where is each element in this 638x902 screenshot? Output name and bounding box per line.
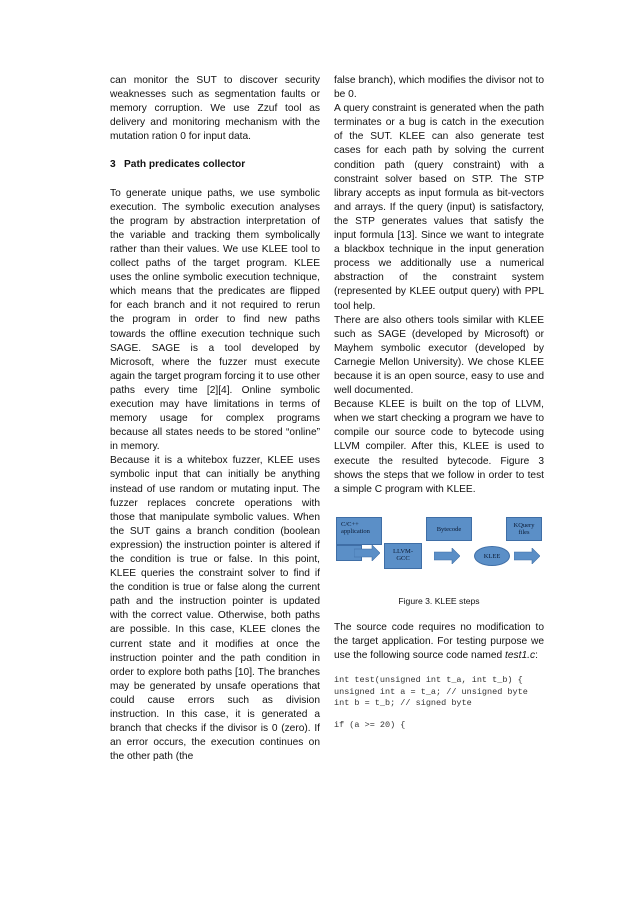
code-listing bbox=[334, 675, 544, 732]
llvm-gcc-box bbox=[384, 543, 422, 569]
right-column bbox=[334, 74, 544, 732]
left-column bbox=[110, 74, 320, 764]
cpp-application-label-line1: C/C++ bbox=[341, 520, 359, 528]
right-paragraph-5-end: : bbox=[535, 650, 538, 661]
llvm-gcc-label-line2: GCC bbox=[396, 555, 410, 563]
bytecode-box bbox=[426, 517, 472, 541]
right-paragraph-3: There are also others tools similar with KLEE such as SAGE (developed by Microsoft) or Mayhem symbolic executor (developed by Carnegie Mellon University). We chose KLEE because it is an open source, easy to use and well documented. bbox=[334, 314, 544, 397]
left-paragraph-1: can monitor the SUT to discover security weaknesses such as segmentation faults or memory corruption. We use Zzuf tool as delivery and monitoring mechanism with the mutation ration 0 for input data. bbox=[110, 75, 320, 143]
code-blank-line bbox=[334, 709, 544, 720]
right-paragraph-2: A query constraint is generated when the path terminates or a bug is catch in the execution of the SUT. KLEE can also generate test cases for each path by solving the current condition path (query constraint) with a constraint solver based on STP. The STP library accepts as input formula as bit-vectors and arrays. If the query (input) is satisfactory, the STP generates values that satisfy the input formula [13]. Since we want to integrate a blackbox technique in the input generation process we additionally use a numerical abstraction of the constraint system (represented by KLEE output query) with PPL tool help. bbox=[334, 103, 544, 312]
section-title: Path predicates collector bbox=[124, 159, 246, 171]
kquery-label-line1: KQuery bbox=[513, 521, 535, 529]
arrow-right-icon bbox=[434, 548, 460, 564]
kquery-label-line2: files bbox=[518, 529, 530, 537]
llvm-gcc-label-line1: LLVM- bbox=[393, 547, 413, 555]
klee-box bbox=[474, 546, 510, 566]
left-paragraph-2: To generate unique paths, we use symbolic execution. The symbolic execution analyses the program by abstraction interpretation of the variable and tracking them symbolically rather than their values. We use KLEE tool to collect paths of the target program. KLEE uses the online symbolic execution technique, which means that the predicates are flipped for each branch and it not required to rerun the program in order to find new paths towards the offline execution technique such SAGE. SAGE is a tool developed by Microsoft, where the fuzzer must execute again the target program forcing it to use other paths every time [2][4]. Online symbolic execution may have limitations in terms of memory usage for complex programs because all states needs to be stored “online” in memory. bbox=[110, 187, 320, 453]
code-line-2: unsigned int a = t_a; // unsigned byte bbox=[334, 686, 528, 697]
klee-label: KLEE bbox=[483, 552, 501, 560]
arrow-right-icon bbox=[514, 548, 540, 564]
code-line-3: int b = t_b; // signed byte bbox=[334, 697, 472, 708]
left-paragraph-3: Because it is a whitebox fuzzer, KLEE uses symbolic input that can initially be anything instead of use random or mutating input. The fuzzer replaces concrete operations with those that manipulate symbolic values. When the SUT gains a branch condition (boolean expression) the instruction pointer is altered if the condition is true or false. In this point, KLEE queries the constraint solver to find if the condition is true or false along the current path and the instruction pointer is updated with the correct value. Otherwise, both paths are possible. In this case, KLEE clones the current state and it modifies at once the instruction pointer and the path condition in order to explore both paths [10]. The branches may be generated by unsafe operations that could cause errors such as division instruction. In this case, it is generated a branch that checks if the divisor is 0 (zero). If an error occurs, the execution continues on the other path (the bbox=[110, 455, 320, 763]
cpp-application-box bbox=[336, 517, 382, 545]
section-number: 3 bbox=[110, 159, 116, 171]
bytecode-label: Bytecode bbox=[436, 525, 462, 533]
cpp-application-label-line2: application bbox=[341, 528, 370, 536]
section-heading bbox=[110, 158, 320, 172]
right-paragraph-5-text: The source code requires no modification to the target application. For testing purpose we use the following source code named bbox=[334, 621, 544, 661]
code-line-1: int test(unsigned int t_a, int t_b) { bbox=[334, 675, 523, 686]
klee-steps-diagram bbox=[334, 515, 544, 577]
figure-caption: Figure 3. KLEE steps bbox=[398, 595, 480, 606]
arrow-right-icon bbox=[354, 545, 380, 561]
source-filename: test1.c bbox=[505, 650, 536, 661]
right-paragraph-4: Because KLEE is built on the top of LLVM, when we start checking a program we have to compile our source code to bytecode using LLVM compiler. After this, KLEE is used to execute the resulted bytecode. Figure 3 shows the steps that we follow in order to test a simple C program with KLEE. bbox=[334, 399, 544, 495]
right-paragraph-5 bbox=[334, 621, 544, 663]
right-paragraph-1: false branch), which modifies the divisor not to be 0. bbox=[334, 75, 544, 101]
code-line-4: if (a >= 20) { bbox=[334, 720, 406, 731]
kquery-files-box bbox=[506, 517, 542, 541]
